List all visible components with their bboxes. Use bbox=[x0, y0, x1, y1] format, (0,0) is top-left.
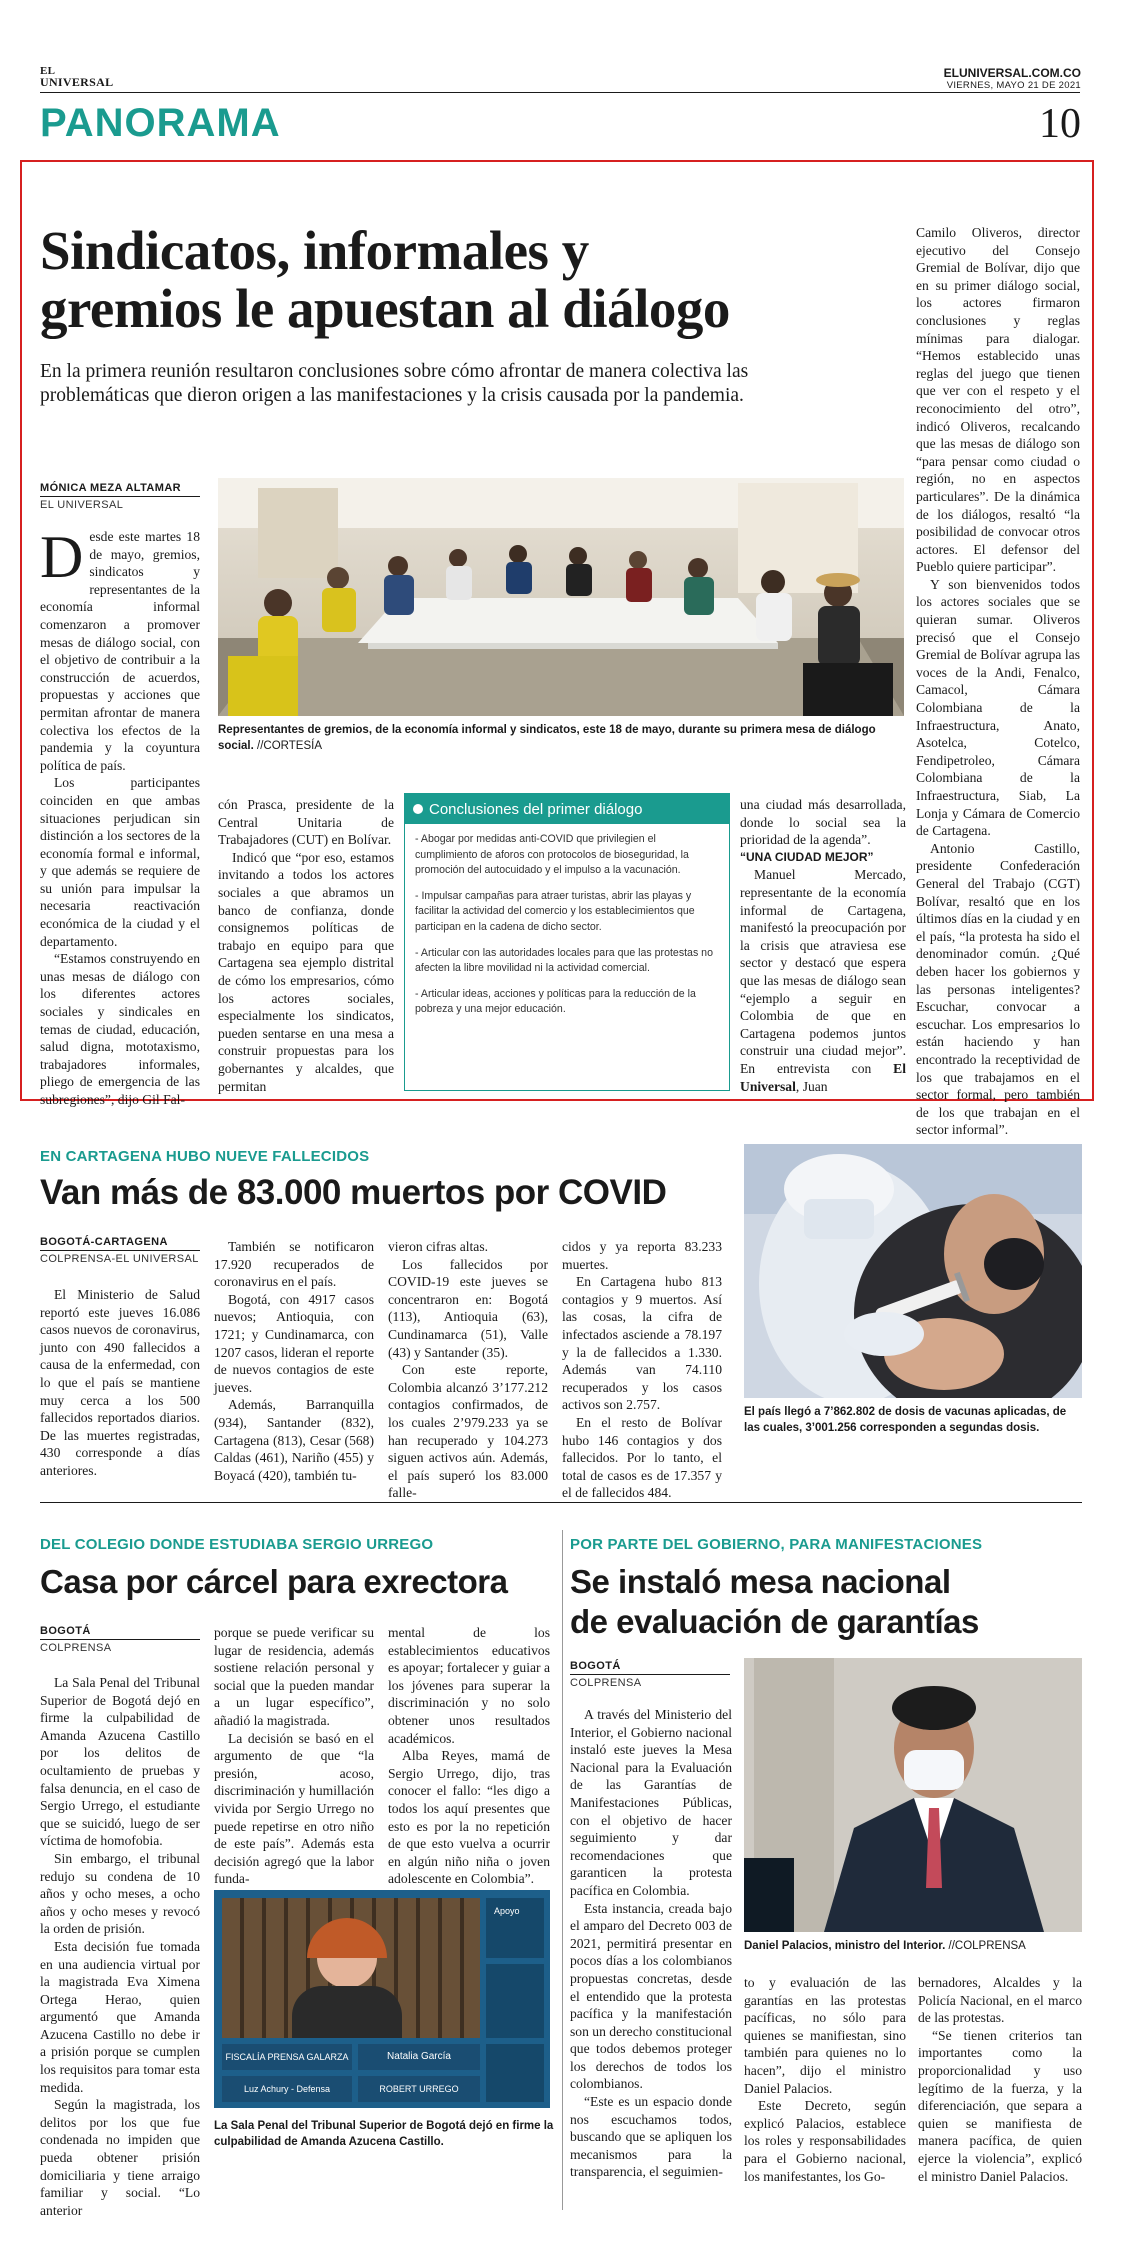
main-col1-p3: “Estamos construyendo en unas mesas de diálogo con los diferentes actores sociales y sindicales en temas de ciudad, educación, salud digna, mototaxismo, trabajadores informales, pliego de emergencia de las subregiones”, dijo Gil Fal- bbox=[40, 951, 200, 1107]
minister-photo-illustration bbox=[744, 1658, 1082, 1932]
covid-photo bbox=[744, 1144, 1082, 1398]
main-col5-p1: Camilo Oliveros, director ejecutivo del Consejo Gremial de Bolívar, dijo que en su primer diálogo social, los actores firmaron conclusiones y reglas mínimas para dialogar. “Hemos establecido unas reglas del juego que tienen que ver con el respeto y el reconocimiento del otro”, indicó Oliveros, recalcando que las mesas de diálogo son “para pensar como ciudad o región, no en aspectos particulares”. De la dinámica de los diálogos, resaltó “la posibilidad de convocar otros actores. El defensor del Pueblo quiere participar”. bbox=[916, 225, 1080, 575]
video-tile-luz: Luz Achury - Defensa bbox=[222, 2076, 352, 2102]
main-col5-p2: Y son bienvenidos todos los actores sociales que se quieran sumar. Oliveros precisó que el Consejo Gremial de Bolívar agrupa las voces de la Andi, Fenalco, Camacol, Cámara Colombiana de la Infraestructura, Anato, Asotelca, Cotelco, Fendipetroleo, Cámara Colombiana de la Infraestructura, Siab, La Lonja y Cámara de Comercio de Cartagena. bbox=[916, 576, 1080, 839]
vaccination-photo-illustration bbox=[744, 1144, 1082, 1398]
mesa-column-2 bbox=[744, 1974, 906, 2185]
covid-col2-p2: Bogotá, con 4917 casos nuevos; Antioquia, con 1721; y Cundinamarca, con 1207 casos, lideran el reporte de nuevos contagios de este jueves. bbox=[214, 1291, 374, 1395]
main-photo bbox=[218, 478, 904, 716]
main-col1-p1: esde este martes 18 de mayo, gremios, sindicatos y representantes de la economía informal comenzaron a promover mesas de diálogo social, con el objetivo de contribuir a la construcción de acuerdos, propuestas y acciones que permitan afrontar de manera colectiva los efectos de la pandemia y la coyuntura política de país. bbox=[40, 529, 200, 773]
mesa-col1-p1: A través del Ministerio del Interior, el Gobierno nacional instaló este jueves la Mesa Nacional para la Evaluación de las Garantías de Manifestaciones Públicas, con el objetivo de hacer seguimiento y dar recomendaciones que garanticen la protesta pacífica en Colombia. bbox=[570, 1707, 732, 1898]
video-tile-natalia: Natalia García bbox=[358, 2044, 480, 2070]
main-photo-credit: //CORTESÍA bbox=[257, 740, 322, 752]
masthead-rule bbox=[40, 92, 1080, 93]
byline-org: COLPRENSA-EL UNIVERSAL bbox=[40, 1253, 199, 1265]
conclusion-item: - Articular ideas, acciones y políticas para la reducción de la pobreza y una mejor educación. bbox=[415, 987, 696, 1016]
byline-location: BOGOTÁ bbox=[570, 1660, 621, 1672]
rector-kicker: DEL COLEGIO DONDE ESTUDIABA SERGIO URREGO bbox=[40, 1536, 434, 1553]
main-deck bbox=[40, 360, 890, 408]
conclusions-box-title: Conclusiones del primer diálogo bbox=[429, 800, 643, 818]
covid-column-1 bbox=[40, 1286, 200, 1480]
page-number: 10 bbox=[1039, 101, 1081, 147]
section-divider bbox=[40, 1502, 1082, 1503]
main-column-5 bbox=[916, 224, 1080, 1139]
rector-col1-p2: Sin embargo, el tribunal redujo su condena de 10 años y ocho meses, a ocho años y ocho meses y revocó la orden de prisión. bbox=[40, 1850, 200, 1937]
main-byline bbox=[40, 482, 200, 511]
main-photo-caption-text: Representantes de gremios, de la economía informal y sindicatos, este 18 de mayo, durante su primera mesa de diálogo social. bbox=[218, 724, 876, 752]
issue-date: VIERNES, MAYO 21 DE 2021 bbox=[946, 80, 1081, 91]
dropcap-letter: D bbox=[40, 524, 84, 590]
main-col4-p2-bold: El Universal bbox=[740, 1060, 906, 1094]
rector-col3-p1: mental de los establecimientos educativos es apoyar; fortalecer y guiar a los jóvenes para superar la discriminación y no solo obtener unos resultados académicos. bbox=[388, 1625, 550, 1746]
mesa-photo-caption bbox=[744, 1938, 1082, 1954]
conclusion-item: - Impulsar campañas para atraer turistas, abrir las playas y facilitar la actividad del comercio y los establecimientos que participan en la cadena de dicho sector. bbox=[415, 889, 695, 933]
column-divider bbox=[562, 1530, 563, 2210]
rector-col3-p2: Alba Reyes, mamá de Sergio Urrego, dijo, tras conocer el fallo: “les digo a todos los aquí presentes que esto es por la no repetición de que esto vuelva a ocurrir en algún niño niña o joven adolescente en Colombia”. bbox=[388, 1748, 550, 1887]
mesa-kicker: POR PARTE DEL GOBIERNO, PARA MANIFESTACIONES bbox=[570, 1536, 983, 1553]
rector-photo bbox=[214, 1890, 550, 2108]
logo-line-1: EL bbox=[40, 65, 56, 77]
covid-byline bbox=[40, 1236, 200, 1265]
rector-col2-p1: porque se puede verificar su lugar de residencia, además sostiene relación personal y social que la pueden mandar a un lugar específico”, añadió la magistrada. bbox=[214, 1625, 374, 1728]
main-headline bbox=[40, 222, 730, 338]
conclusion-item: - Articular con las autoridades locales para que las protestas no afecten la libre movilidad ni la actividad comercial. bbox=[415, 946, 713, 975]
video-call-side-tile bbox=[486, 1964, 544, 2038]
meeting-photo-illustration bbox=[218, 478, 904, 716]
logo bbox=[40, 66, 113, 88]
byline-location: BOGOTÁ bbox=[40, 1625, 91, 1637]
byline-org: COLPRENSA bbox=[40, 1642, 112, 1654]
byline-location: BOGOTÁ-CARTAGENA bbox=[40, 1236, 168, 1248]
mesa-column-1 bbox=[570, 1706, 732, 2181]
rector-column-1 bbox=[40, 1674, 200, 2219]
main-photo-caption bbox=[218, 722, 904, 754]
covid-col4-p3: En el resto de Bolívar hubo 146 contagios y dos fallecidos. Por lo tanto, el total de casos es de 17.357 y el de fallecidos 484. bbox=[562, 1414, 722, 1501]
covid-headline: Van más de 83.000 muertos por COVID bbox=[40, 1173, 667, 1212]
mesa-headline-line-2: de evaluación de garantías bbox=[570, 1603, 979, 1640]
rector-col1-p1: La Sala Penal del Tribunal Superior de Bogotá dejó en firme la culpabilidad de Amanda Azucena Castillo por los delitos de ocultamiento de pruebas y falsa denuncia, en el caso de Sergio Urrego, el estudiante que se suicidó, luego de ser víctima de homofobia. bbox=[40, 1675, 200, 1849]
mesa-col2-p1: to y evaluación de las garantías en las protestas pacíficas, no sólo para quienes se manifiestan, sino también para quienes no lo hacen”, dijo el ministro Daniel Palacios. bbox=[744, 1975, 906, 2096]
mesa-col1-p3: “Este es un espacio donde nos escuchamos todos, buscando que se apliquen los mecanismos para la transparencia, el seguimien- bbox=[570, 2094, 732, 2180]
main-col4-p2-end: , Juan bbox=[795, 1078, 828, 1094]
covid-col4-p2: En Cartagena hubo 813 contagios y 9 muertos. Así las cosas, la cifra de infectados asciende a 78.197 y la de fallecidos a 1.330. Además van 74.110 recuperados y los casos activos son 2.757. bbox=[562, 1274, 722, 1413]
main-column-1 bbox=[40, 524, 200, 1109]
mesa-col1-p2: Esta instancia, creada bajo el amparo del Decreto 003 de 2021, permitirá presentar en pocos días a los colombianos propuestas concretas, desde el entendido que la protesta pacífica y la manifestación son un derecho constitucional que todos debemos proteger los derechos de todos los colombianos. bbox=[570, 1900, 732, 2092]
main-col1-p2: Los participantes coinciden en que ambas situaciones perjudican sin distinción a los sectores de la economía formal e informal, y que además se requiere de su unión para impulsar la necesaria reactivación económica de la ciudad y el departamento. bbox=[40, 775, 200, 949]
covid-col3-p2: Los fallecidos por COVID-19 este jueves se concentraron en: Bogotá (113), Antioquia (63), Cundinamarca (51), Valle (43) y Santander (35). bbox=[388, 1256, 548, 1360]
covid-column-4 bbox=[562, 1238, 722, 1502]
mesa-col3-p2: “Se tienen criterios tan importantes como la proporcionalidad y uso legítimo de la fuerza, y la diferenciación, que separa a quien se manifiesta de manera pacífica, de quien ejerce la violencia”, explicó el ministro Daniel Palacios. bbox=[918, 2027, 1082, 2184]
main-col2-p2: Indicó que “por eso, estamos invitando a todos los actores sociales a que abramos un banco de confianza, donde consignemos políticas de trabajo en equipo para que Cartagena sea ejemplo distrital de cómo los empresarios, cómo los actores sociales, especialmente los sindicatos, pueden sentarse en una mesa a construir propuestas para los gobernantes y alcaldes, que permitan bbox=[218, 849, 394, 1094]
covid-col2-p1: También se notificaron 17.920 recuperados de coronavirus en el país. bbox=[214, 1239, 374, 1290]
mesa-photo-credit: //COLPRENSA bbox=[948, 1940, 1026, 1952]
covid-kicker: EN CARTAGENA HUBO NUEVE FALLECIDOS bbox=[40, 1148, 370, 1165]
rector-col1-p4: Según la magistrada, los delitos por los que fue condenada no impiden que pueda obtener prisión domiciliaria y tiene arraigo familiar y social. “Lo anterior bbox=[40, 2097, 200, 2218]
byline-org: EL UNIVERSAL bbox=[40, 499, 124, 511]
covid-photo-caption: El país llegó a 7’862.802 de dosis de vacunas aplicadas, de las cuales, 3’001.256 corresponden a segundas dosis. bbox=[744, 1406, 1067, 1434]
mesa-headline-line-1: Se instaló mesa nacional bbox=[570, 1563, 951, 1600]
video-label: Apoyo bbox=[494, 1906, 520, 1916]
rector-byline bbox=[40, 1625, 200, 1654]
covid-col1-p1: El Ministerio de Salud reportó este jueves 16.086 casos nuevos de coronavirus, junto con 490 fallecidos a causa de la enfermedad, con lo que el país se mantiene muy cerca a los 500 fallecidos reportados diarios. De las muertes registradas, 430 corresponde a días anteriores. bbox=[40, 1287, 200, 1478]
rector-column-2 bbox=[214, 1624, 374, 1888]
mesa-column-3 bbox=[918, 1974, 1082, 2185]
mesa-col2-p2: Este Decreto, según explicó Palacios, establece los roles y responsabilidades para el Gobierno nacional, los manifestantes, los Go- bbox=[744, 2098, 906, 2184]
main-deck-line-2: problemáticas que dieron origen a las manifestaciones y la crisis causada por la pandemia. bbox=[40, 385, 744, 406]
main-headline-line-2: gremios le apuestan al diálogo bbox=[40, 278, 730, 339]
byline-author: MÓNICA MEZA ALTAMAR bbox=[40, 482, 182, 494]
site-url: ELUNIVERSAL.COM.CO bbox=[943, 66, 1081, 80]
main-headline-line-1: Sindicatos, informales y bbox=[40, 220, 589, 281]
rector-column-3 bbox=[388, 1624, 550, 1888]
main-column-4 bbox=[740, 796, 906, 1095]
main-deck-line-1: En la primera reunión resultaron conclusiones sobre cómo afrontar de manera colectiva las bbox=[40, 361, 749, 382]
conclusions-list bbox=[405, 824, 729, 1026]
section-title: PANORAMA bbox=[40, 101, 281, 145]
main-col4-p1: una ciudad más desarrollada, donde lo social sea la prioridad de la agenda”. bbox=[740, 797, 906, 848]
mesa-photo bbox=[744, 1658, 1082, 1932]
rector-col2-p2: La decisión se basó en el argumento de que “la presión, acoso, discriminación y humillación vivida por Sergio Urrego no puede repetirse en otro niño de este país”. Además esta decisión agregó que la labor funda- bbox=[214, 1730, 374, 1887]
main-column-2 bbox=[218, 796, 394, 1095]
rector-col1-p3: Esta decisión fue tomada en una audiencia virtual por la magistrada Eva Ximena Ortega Herao, quien argumentó que Amanda Azucena Castillo no debe ir a prisión porque se cumplen los requisitos para tomar esta medida. bbox=[40, 1938, 200, 2095]
mesa-headline bbox=[570, 1562, 979, 1642]
main-col5-p3: Antonio Castillo, presidente Confederación General del Trabajo (CGT) Bolívar, resaltó que en los últimos días en la ciudad y en el país, “la protesta ha sido el denominador común. ¿Qué deben hacer los gobiernos y las personas inteligentes? Escuchar, convocar a escuchar. Los empresarios lo están haciendo y han encontrado la receptividad de los que trabajamos en el sector formal, pero también de los que trabajan en el sector informal”. bbox=[916, 840, 1080, 1138]
bullet-icon bbox=[413, 804, 423, 814]
video-call-side-tile bbox=[486, 2044, 544, 2102]
main-col4-p2: Manuel Mercado, representante de la economía informal de Cartagena, manifestó la preocupación por la crisis que atraviesa ese sector y destacó que espera que las mesas de diálogo sean “ejemplo a seguir en Colombia de que en Cartagena podemos juntos construir una ciudad mejor”. En entrevista con bbox=[740, 867, 906, 1076]
conclusion-item: - Abogar por medidas anti-COVID que privilegien el cumplimiento de aforos con protocolos de bioseguridad, la promoción del autocuidado y el impulso a la vacunación. bbox=[415, 833, 689, 877]
video-tile-fiscalia: FISCALÍA PRENSA GALARZA bbox=[222, 2044, 352, 2070]
rector-photo-caption: La Sala Penal del Tribunal Superior de Bogotá dejó en firme la culpabilidad de Amanda Azucena Castillo. bbox=[214, 2120, 554, 2148]
mesa-byline bbox=[570, 1660, 730, 1689]
covid-col3-p1: vieron cifras altas. bbox=[388, 1239, 489, 1254]
logo-line-2: UNIVERSAL bbox=[40, 75, 114, 89]
rector-headline: Casa por cárcel para exrectora bbox=[40, 1563, 508, 1600]
video-call-main-tile bbox=[222, 1898, 480, 2038]
mesa-col3-p1: bernadores, Alcaldes y la Policía Nacional, en el marco de las protestas. bbox=[918, 1975, 1082, 2026]
video-tile-robert: ROBERT URREGO bbox=[358, 2076, 480, 2102]
covid-col2-p3: Además, Barranquilla (934), Santander (832), Cartagena (813), Cesar (568) Caldas (461), Nariño (455) y Boyacá (420), también tu- bbox=[214, 1397, 374, 1483]
byline-org: COLPRENSA bbox=[570, 1677, 642, 1689]
main-col2-p1: cón Prasca, presidente de la Central Unitaria de Trabajadores (CUT) en Bolívar. bbox=[218, 797, 394, 848]
conclusions-box bbox=[404, 793, 730, 1091]
main-col4-subhead: “UNA CIUDAD MEJOR” bbox=[740, 849, 874, 864]
covid-col4-p1: cidos y ya reporta 83.233 muertes. bbox=[562, 1239, 722, 1272]
covid-column-2 bbox=[214, 1238, 374, 1484]
covid-column-3 bbox=[388, 1238, 548, 1502]
covid-col3-p3: Con este reporte, Colombia alcanzó 3’177.212 contagios confirmados, de los cuales 2’979.233 ya se han recuperado y 104.273 siguen activos aún. Además, el país superó los 83.000 falle- bbox=[388, 1362, 548, 1501]
mesa-photo-caption-text: Daniel Palacios, ministro del Interior. bbox=[744, 1940, 946, 1952]
conclusions-box-header bbox=[405, 794, 729, 824]
